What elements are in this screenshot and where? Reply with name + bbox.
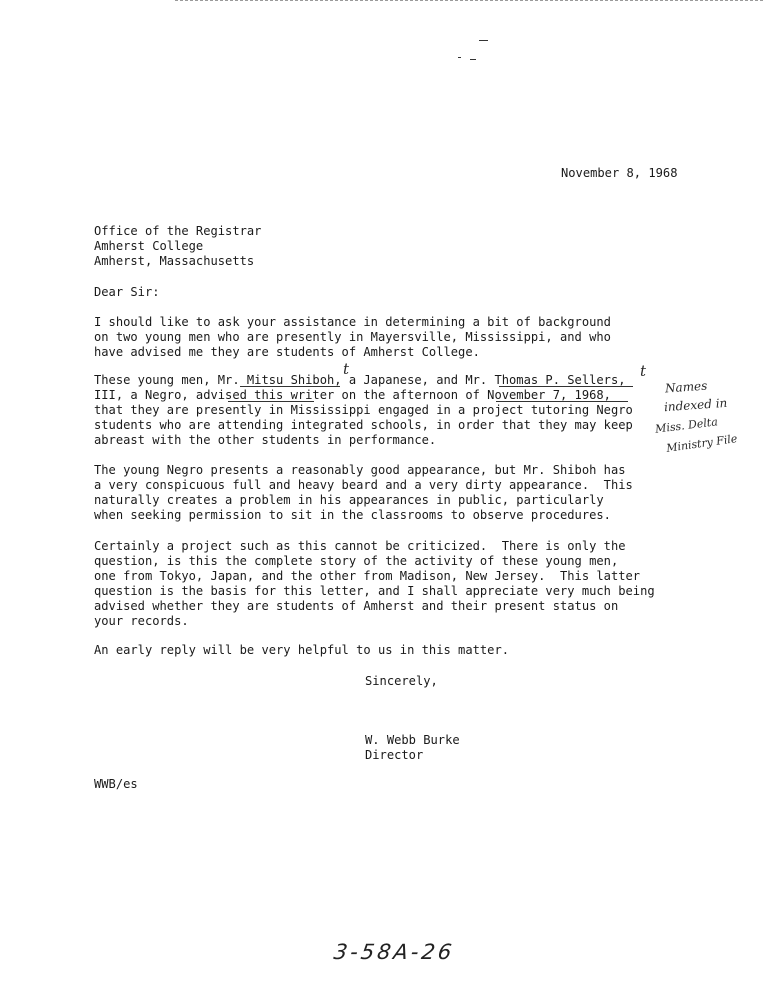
- paragraph-line: abreast with the other students in performance.: [94, 433, 437, 447]
- paragraph-3: [94, 463, 633, 523]
- paragraph-line: that they are presently in Mississippi engaged in a project tutoring Negro: [94, 403, 633, 417]
- salutation: Dear Sir:: [94, 285, 160, 299]
- paragraph-5: [94, 643, 509, 658]
- scan-speck: [458, 57, 461, 58]
- typist-initials: WWB/es: [94, 777, 138, 791]
- margin-note-line: Miss. Delta: [654, 415, 719, 436]
- paragraph-line: students who are attending integrated schools, in order that they may keep: [94, 418, 633, 432]
- paragraph-line: Certainly a project such as this cannot be criticized. There is only the: [94, 539, 626, 553]
- page-top-edge: [175, 0, 763, 1]
- paragraph-line: your records.: [94, 614, 189, 628]
- address-line: Office of the Registrar: [94, 224, 262, 238]
- paragraph-line: on two young men who are presently in Mayersville, Mississippi, and who: [94, 330, 611, 344]
- margin-note-line: Ministry File: [665, 432, 739, 455]
- paragraph-line: naturally creates a problem in his appearances in public, particularly: [94, 493, 604, 507]
- scan-speck: [479, 40, 488, 41]
- paragraph-line: have advised me they are students of Amherst College.: [94, 345, 480, 359]
- paragraph-2: [94, 373, 633, 448]
- paragraph-line: advised whether they are students of Amherst and their present status on: [94, 599, 619, 613]
- underline-thomas-sellers: [499, 386, 633, 387]
- scan-speck: [470, 59, 476, 60]
- paragraph-line: III, a Negro, advised this writer on the afternoon of November 7, 1968,: [94, 388, 611, 402]
- letter-date: November 8, 1968: [561, 166, 678, 180]
- handwritten-mark-shiboh: t: [343, 360, 350, 378]
- handwritten-file-number: 3-58A-26: [332, 940, 457, 964]
- paragraph-line: The young Negro presents a reasonably good appearance, but Mr. Shiboh has: [94, 463, 626, 477]
- margin-note-line: indexed in: [663, 395, 728, 415]
- paragraph-line: An early reply will be very helpful to us in this matter.: [94, 643, 510, 657]
- signer-name: W. Webb Burke: [365, 733, 460, 747]
- paragraph-line: one from Tokyo, Japan, and the other from Madison, New Jersey. This latter: [94, 569, 641, 583]
- handwritten-mark-sellers: t: [640, 362, 647, 380]
- underline-mitsu-shiboh: [240, 386, 340, 387]
- underline-advised-writer: [228, 401, 314, 402]
- paragraph-line: These young men, Mr. Mitsu Shiboh, a Japanese, and Mr. Thomas P. Sellers,: [94, 373, 626, 387]
- paragraph-line: question, is this the complete story of the activity of these young men,: [94, 554, 619, 568]
- paragraph-line: when seeking permission to sit in the classrooms to observe procedures.: [94, 508, 611, 522]
- signer-title: Director: [365, 748, 424, 762]
- paragraph-line: I should like to ask your assistance in determining a bit of background: [94, 315, 611, 329]
- paragraph-1: [94, 315, 611, 360]
- paragraph-line: question is the basis for this letter, and I shall appreciate very much being: [94, 584, 655, 598]
- margin-note-line: Names: [664, 378, 708, 396]
- paragraph-4: [94, 539, 655, 629]
- address-line: Amherst College: [94, 239, 204, 253]
- closing: Sincerely,: [365, 674, 438, 688]
- address-line: Amherst, Massachusetts: [94, 254, 255, 268]
- inside-address: [94, 224, 261, 269]
- underline-november-date: [496, 401, 628, 402]
- paragraph-line: a very conspicuous full and heavy beard and a very dirty appearance. This: [94, 478, 633, 492]
